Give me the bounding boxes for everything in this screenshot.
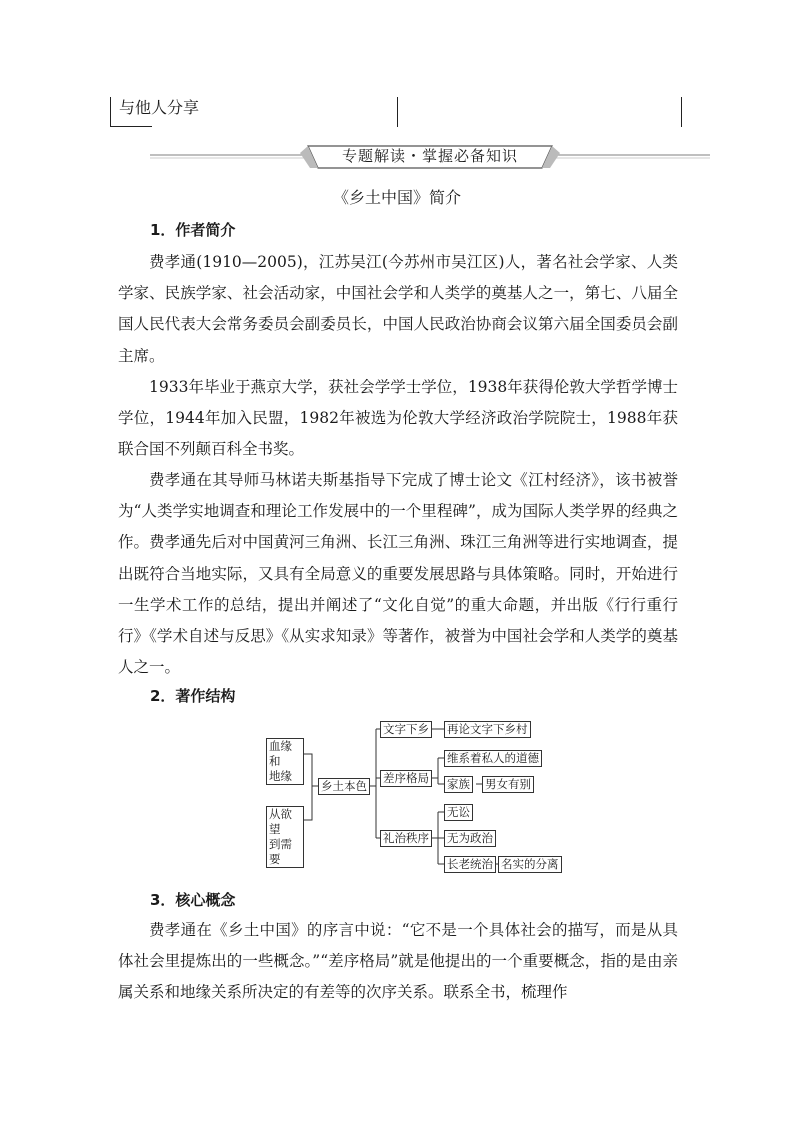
- section-banner: [150, 143, 710, 173]
- table-cell-left: [110, 97, 398, 127]
- diagram-node-branch1: 文字下乡: [380, 721, 432, 738]
- banner-label: 专题解读・掌握必备知识: [341, 147, 518, 165]
- diagram-connectors: [262, 716, 562, 874]
- table-underline: [110, 126, 152, 127]
- diagram-node-branch1-child: 再论文字下乡村: [444, 721, 531, 738]
- author-paragraph-1: 费孝通(1910—2005)，江苏吴江(今苏州市吴江区)人，著名社会学家、人类学家、民族学家、社会活动家，中国社会学和人类学的奠基人之一，第七、八届全国人民代表大会常务委员会副委员长，中国人民政治协商会议第六届全国委员会副主席。: [118, 253, 678, 365]
- author-paragraph-2: 1933年毕业于燕京大学，获社会学学士学位，1938年获得伦敦大学哲学博士学位，1944年加入民盟，1982年被选为伦敦大学经济政治学院院士，1988年获联合国不列颠百科全书奖。: [118, 378, 678, 459]
- diagram-node-branch2-grandchild: 男女有别: [482, 776, 534, 793]
- top-table-fragment: [110, 97, 682, 127]
- page-title: 《乡土中国》简介: [332, 188, 461, 207]
- diagram-node-branch3-child1: 无讼: [444, 804, 473, 821]
- diagram-node-branch3-child3: 长老统治: [444, 856, 496, 873]
- concept-heading: 3．核心概念: [150, 891, 236, 909]
- diagram-node-desire: 从欲望 到需要: [266, 806, 304, 868]
- diagram-node-branch2-child1: 维系着私人的道德: [444, 750, 542, 767]
- structure-heading: 2．著作结构: [150, 687, 236, 705]
- diagram-node-branch3: 礼治秩序: [380, 830, 432, 847]
- structure-diagram: [262, 716, 562, 874]
- concept-paragraph-1: 费孝通在《乡土中国》的序言中说：“它不是一个具体社会的描写，而是从具体社会里提炼出的一些概念。”“差序格局”就是他提出的一个重要概念，指的是由亲属关系和地缘关系所决定的有差等的次序关系。联系全书，梳理作: [118, 921, 678, 1002]
- author-paragraph-3: 费孝通在其导师马林诺夫斯基指导下完成了博士论文《江村经济》，该书被誉为“人类学实地调查和理论工作发展中的一个里程碑”，成为国际人类学界的经典之作。费孝通先后对中国黄河三角洲、长江三角洲、珠江三角洲等进行实地调查，提出既符合当地实际，又具有全局意义的重要发展思路与具体策略。同时，开始进行一生学术工作的总结，提出并阐述了“文化自觉”的重大命题，并出版《行行重行行》《学术自述与反思》《从实求知录》等著作，被誉为中国社会学和人类学的奠基人之一。: [118, 471, 678, 677]
- author-heading: 1．作者简介: [150, 221, 236, 239]
- table-cell-text: 与他人分享: [119, 98, 200, 117]
- diagram-node-branch3-child2: 无为政治: [444, 830, 496, 847]
- diagram-node-root: 乡土本色: [318, 778, 370, 795]
- diagram-node-branch2: 差序格局: [380, 770, 432, 787]
- diagram-node-kinship: 血缘和 地缘: [266, 738, 304, 785]
- diagram-node-branch3-grandchild: 名实的分离: [498, 856, 562, 873]
- table-cell-right: [397, 97, 682, 127]
- diagram-node-branch2-child2: 家族: [444, 776, 473, 793]
